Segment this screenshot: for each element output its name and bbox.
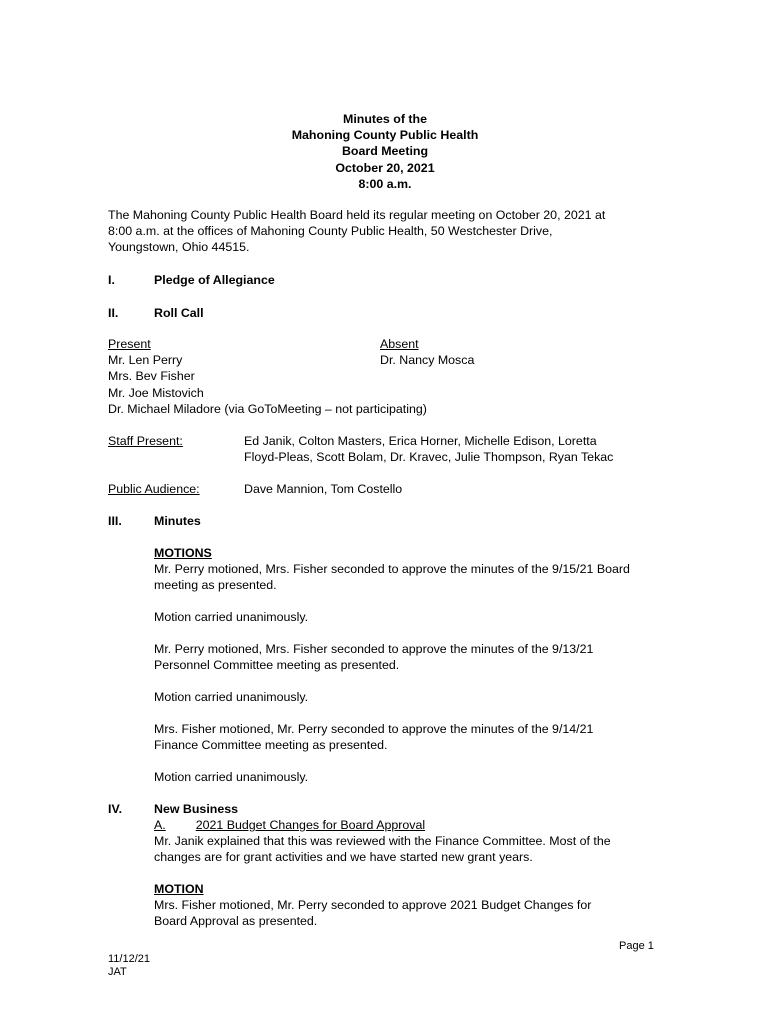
motions-block: [154, 545, 630, 594]
section-number: III.: [108, 514, 122, 528]
document-title-block: [0, 111, 770, 192]
description-line: changes are for grant activities and we have started new grant years.: [154, 850, 533, 865]
audience-label: Public Audience:: [108, 482, 200, 496]
section-title: Pledge of Allegiance: [154, 273, 275, 287]
motion-result: Motion carried unanimously.: [154, 770, 309, 784]
section-number: IV.: [108, 802, 123, 816]
motion-text: meeting as presented.: [154, 578, 277, 593]
section-title: Minutes: [154, 514, 201, 528]
present-member: Mrs. Bev Fisher: [108, 369, 195, 384]
section-title: New Business: [154, 802, 239, 816]
absent-heading: Absent: [380, 337, 419, 351]
motion-result: Motion carried unanimously.: [154, 610, 309, 624]
staff-list: [244, 433, 613, 465]
section-number: I.: [108, 273, 115, 287]
motion-text: Mr. Perry motioned, Mrs. Fisher seconded to approve the minutes of the 9/13/21: [154, 642, 594, 656]
staff-label: Staff Present:: [108, 434, 183, 448]
footer-date: 11/12/21: [108, 953, 151, 965]
motion-text: Mr. Perry motioned, Mrs. Fisher seconded to approve the minutes of the 9/15/21 Board: [154, 562, 630, 577]
motion-text: Mrs. Fisher motioned, Mr. Perry seconded to approve 2021 Budget Changes for: [154, 898, 592, 913]
agenda-item-title: 2021 Budget Changes for Board Approval: [195, 818, 426, 832]
description-line: Mr. Janik explained that this was reviewed with the Finance Committee. Most of the: [154, 834, 611, 848]
section-number: II.: [108, 306, 119, 320]
agenda-item-description: [154, 833, 611, 865]
staff-line: Floyd-Pleas, Scott Bolam, Dr. Kravec, Julie Thompson, Ryan Tekac: [244, 450, 614, 465]
motion-block: [154, 721, 593, 753]
intro-line: 8:00 a.m. at the offices of Mahoning County Public Health, 50 Westchester Drive,: [108, 224, 553, 239]
motion-text: Mrs. Fisher motioned, Mr. Perry seconded to approve the minutes of the 9/14/21: [154, 722, 594, 736]
title-line: Mahoning County Public Health: [291, 128, 479, 143]
absent-list: [380, 336, 474, 368]
present-member: Mr. Len Perry: [108, 353, 183, 368]
meeting-date: October 20, 2021: [335, 160, 435, 175]
title-line: Board Meeting: [341, 144, 429, 159]
agenda-item-heading: [154, 817, 446, 833]
section-title: Roll Call: [154, 306, 204, 320]
agenda-item-letter: A.: [154, 818, 166, 832]
present-member: Dr. Michael Miladore (via GoToMeeting – not participating): [108, 401, 427, 416]
intro-line: Youngstown, Ohio 44515.: [108, 240, 250, 255]
meeting-time: 8:00 a.m.: [358, 176, 412, 191]
footer-date-block: [108, 953, 150, 978]
intro-line: The Mahoning County Public Health Board held its regular meeting on October 20, 2021 at: [108, 208, 606, 222]
motion-text: Finance Committee meeting as presented.: [154, 738, 388, 753]
motion-block: [154, 641, 593, 673]
audience-list: Dave Mannion, Tom Costello: [244, 482, 403, 496]
absent-member: Dr. Nancy Mosca: [380, 353, 475, 368]
present-heading: Present: [108, 337, 151, 351]
motions-heading: MOTIONS: [154, 546, 212, 560]
motion-heading: MOTION: [154, 882, 204, 896]
footer-initials: JAT: [108, 965, 127, 978]
present-member: Mr. Joe Mistovich: [108, 385, 204, 400]
motion-result: Motion carried unanimously.: [154, 690, 309, 704]
intro-paragraph: [108, 207, 605, 256]
motion-block: [154, 881, 591, 930]
motion-text: Personnel Committee meeting as presented.: [154, 658, 400, 673]
title-line: Minutes of the: [343, 112, 427, 126]
staff-line: Ed Janik, Colton Masters, Erica Horner, Michelle Edison, Loretta: [244, 434, 597, 448]
motion-text: Board Approval as presented.: [154, 914, 318, 929]
page-number: Page 1: [619, 940, 654, 952]
